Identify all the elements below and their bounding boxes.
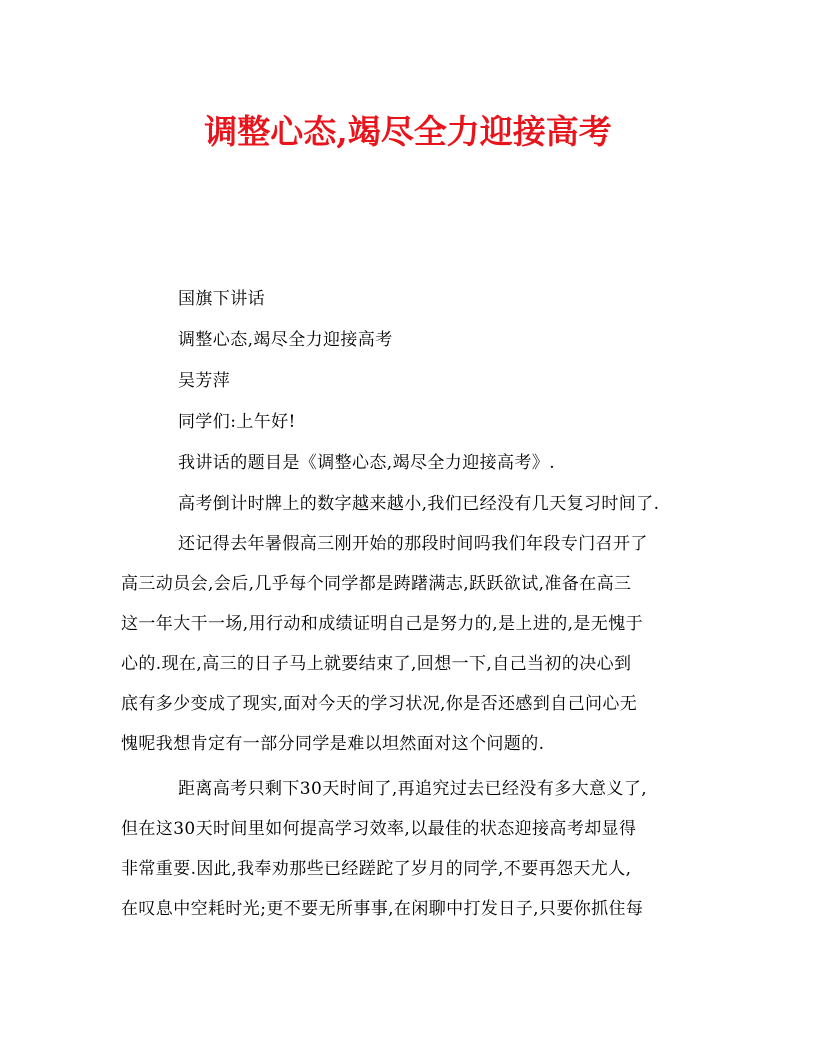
paragraph-line: 非常重要.因此,我奉劝那些已经蹉跎了岁月的同学,不要再怨天尤人, xyxy=(121,859,632,879)
paragraph-line: 底有多少变成了现实,面对今天的学习状况,你是否还感到自己问心无 xyxy=(121,694,638,714)
speaker-name-line: 吴芳萍 xyxy=(178,371,231,391)
paragraph-line: 但在这30天时间里如何提高学习效率,以最佳的状态迎接高考却显得 xyxy=(121,819,637,839)
paragraph-line: 愧呢我想肯定有一部分同学是难以坦然面对这个问题的. xyxy=(121,734,545,754)
paragraph-line: 在叹息中空耗时光;更不要无所事事,在闲聊中打发日子,只要你抓住每 xyxy=(121,899,644,919)
paragraph-line: 心的.现在,高三的日子马上就要结束了,回想一下,自己当初的决心到 xyxy=(121,654,632,674)
document-body xyxy=(121,283,701,925)
greeting-line: 同学们:上午好! xyxy=(178,412,296,432)
paragraph-line: 高考倒计时牌上的数字越来越小,我们已经没有几天复习时间了. xyxy=(178,494,660,514)
paragraph-line: 距离高考只剩下30天时间了,再追究过去已经没有多大意义了, xyxy=(178,779,648,799)
speech-title-line: 调整心态,竭尽全力迎接高考 xyxy=(178,330,393,350)
paragraph-line: 还记得去年暑假高三刚开始的那段时间吗我们年段专门召开了 xyxy=(178,534,648,554)
topic-line: 我讲话的题目是《调整心态,竭尽全力迎接高考》. xyxy=(178,453,556,473)
speech-type-line: 国旗下讲话 xyxy=(178,289,265,309)
paragraph-line: 这一年大干一场,用行动和成绩证明自己是努力的,是上进的,是无愧于 xyxy=(121,614,644,634)
document-title: 调整心态,竭尽全力迎接高考 xyxy=(204,112,612,151)
paragraph-line: 高三动员会,会后,几乎每个同学都是踌躇满志,跃跃欲试,准备在高三 xyxy=(121,574,632,594)
